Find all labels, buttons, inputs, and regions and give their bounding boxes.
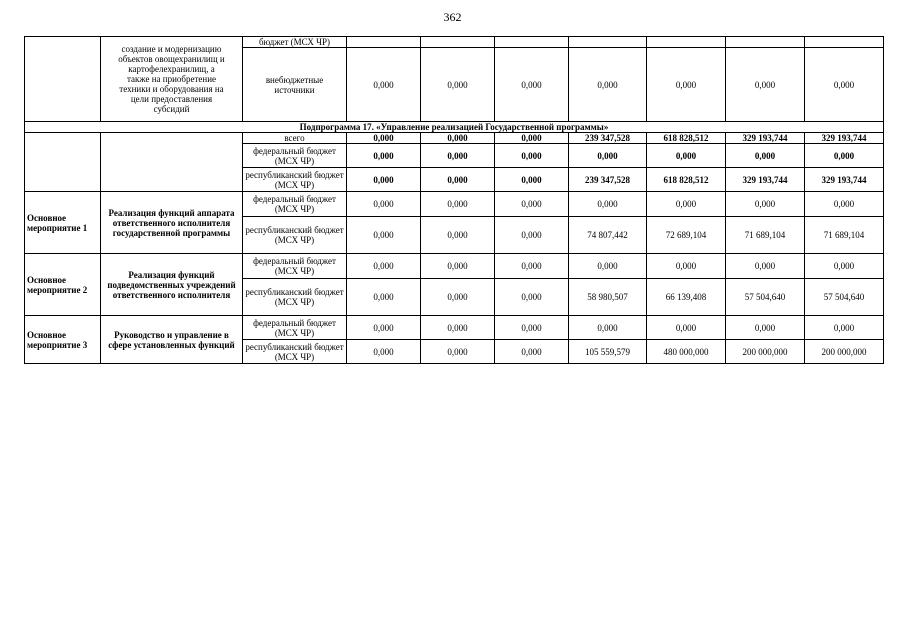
- value-cell: 0,000: [495, 316, 569, 340]
- title-line: техники и оборудования на: [119, 84, 224, 95]
- value-cell: 0,000: [726, 144, 805, 168]
- value-cell: 72 689,104: [647, 217, 726, 254]
- value-cell: 0,000: [347, 168, 421, 192]
- value-cell: 200 000,000: [805, 340, 884, 364]
- value-cell: 0,000: [347, 48, 421, 122]
- table-row: [25, 316, 884, 340]
- source-cell: республиканский бюджет (МСХ ЧР): [243, 340, 347, 364]
- page-number: 362: [443, 10, 462, 24]
- value-cell: 0,000: [347, 192, 421, 217]
- measure-name-cell: Основное мероприятие 2: [25, 254, 101, 316]
- value-cell: 0,000: [569, 254, 647, 279]
- value-cell: 0,000: [347, 133, 421, 144]
- title-line: создание и модернизацию: [121, 43, 222, 54]
- value-cell: 105 559,579: [569, 340, 647, 364]
- value-cell: 0,000: [495, 48, 569, 122]
- value-cell: 329 193,744: [726, 168, 805, 192]
- value-cell: 0,000: [347, 279, 421, 316]
- title-line: объектов овощехранилищ и: [118, 53, 225, 64]
- value-cell: [421, 37, 495, 48]
- value-cell: 0,000: [726, 254, 805, 279]
- table-row: [25, 122, 884, 133]
- value-cell: 329 193,744: [805, 168, 884, 192]
- table-row: [25, 37, 884, 48]
- value-cell: [805, 37, 884, 48]
- table-row: [25, 254, 884, 279]
- value-cell: [726, 37, 805, 48]
- value-cell: 0,000: [805, 144, 884, 168]
- value-cell: 0,000: [569, 144, 647, 168]
- measure-title-cell: Руководство и управление в сфере установленных функций: [101, 316, 243, 364]
- value-cell: 58 980,507: [569, 279, 647, 316]
- value-cell: 0,000: [805, 192, 884, 217]
- source-cell: федеральный бюджет (МСХ ЧР): [243, 192, 347, 217]
- value-cell: 0,000: [495, 340, 569, 364]
- table-row: [25, 133, 884, 144]
- value-cell: 618 828,512: [647, 168, 726, 192]
- value-cell: 0,000: [347, 316, 421, 340]
- value-cell: 0,000: [495, 133, 569, 144]
- value-cell: 0,000: [421, 48, 495, 122]
- value-cell: 0,000: [495, 192, 569, 217]
- title-line: также на приобретение: [126, 74, 217, 84]
- measure-title-cell: Реализация функций подведомственных учреждений ответственного исполнителя: [101, 254, 243, 316]
- source-cell: бюджет (МСХ ЧР): [243, 37, 347, 48]
- value-cell: 0,000: [347, 217, 421, 254]
- value-cell: 0,000: [495, 168, 569, 192]
- value-cell: 57 504,640: [805, 279, 884, 316]
- value-cell: 0,000: [347, 144, 421, 168]
- value-cell: 0,000: [569, 48, 647, 122]
- value-cell: 0,000: [347, 254, 421, 279]
- value-cell: 239 347,528: [569, 168, 647, 192]
- value-cell: 0,000: [569, 316, 647, 340]
- value-cell: 0,000: [726, 48, 805, 122]
- value-cell: 0,000: [805, 254, 884, 279]
- source-cell: всего: [243, 133, 347, 144]
- value-cell: 239 347,528: [569, 133, 647, 144]
- value-cell: 66 139,408: [647, 279, 726, 316]
- value-cell: 0,000: [421, 192, 495, 217]
- subprogram-heading: Подпрограмма 17. «Управление реализацией Государственной программы»: [25, 122, 884, 133]
- measure-name-cell: Основное мероприятие 3: [25, 316, 101, 364]
- value-cell: 0,000: [495, 144, 569, 168]
- source-cell: федеральный бюджет (МСХ ЧР): [243, 254, 347, 279]
- measure-title-cell: [101, 37, 243, 122]
- value-cell: 329 193,744: [726, 133, 805, 144]
- value-cell: 200 000,000: [726, 340, 805, 364]
- value-cell: 329 193,744: [805, 133, 884, 144]
- measure-title-cell: [101, 133, 243, 192]
- source-cell: федеральный бюджет (МСХ ЧР): [243, 144, 347, 168]
- value-cell: 0,000: [421, 340, 495, 364]
- value-cell: 0,000: [421, 144, 495, 168]
- source-cell: внебюджетные источники: [243, 48, 347, 122]
- value-cell: 71 689,104: [726, 217, 805, 254]
- value-cell: 618 828,512: [647, 133, 726, 144]
- name-cell: [25, 37, 101, 122]
- value-cell: 71 689,104: [805, 217, 884, 254]
- value-cell: 0,000: [805, 48, 884, 122]
- value-cell: 0,000: [495, 254, 569, 279]
- source-cell: федеральный бюджет (МСХ ЧР): [243, 316, 347, 340]
- value-cell: 0,000: [569, 192, 647, 217]
- value-cell: [495, 37, 569, 48]
- value-cell: 0,000: [495, 279, 569, 316]
- value-cell: 0,000: [647, 144, 726, 168]
- value-cell: 0,000: [347, 340, 421, 364]
- value-cell: 0,000: [647, 192, 726, 217]
- value-cell: 0,000: [647, 316, 726, 340]
- source-cell: республиканский бюджет (МСХ ЧР): [243, 168, 347, 192]
- table-row: [25, 192, 884, 217]
- value-cell: [569, 37, 647, 48]
- value-cell: 0,000: [726, 316, 805, 340]
- measure-name-cell: Основное мероприятие 1: [25, 192, 101, 254]
- value-cell: 480 000,000: [647, 340, 726, 364]
- source-cell: республиканский бюджет (МСХ ЧР): [243, 217, 347, 254]
- value-cell: 0,000: [805, 316, 884, 340]
- value-cell: 0,000: [495, 217, 569, 254]
- value-cell: 0,000: [421, 279, 495, 316]
- value-cell: 0,000: [726, 192, 805, 217]
- value-cell: [647, 37, 726, 48]
- value-cell: 0,000: [647, 48, 726, 122]
- value-cell: 74 807,442: [569, 217, 647, 254]
- value-cell: 0,000: [421, 316, 495, 340]
- value-cell: 0,000: [647, 254, 726, 279]
- title-line: субсидий: [153, 104, 190, 115]
- value-cell: 0,000: [421, 133, 495, 144]
- value-cell: 0,000: [421, 217, 495, 254]
- value-cell: 57 504,640: [726, 279, 805, 316]
- measure-title-cell: Реализация функций аппарата ответственного исполнителя государственной программы: [101, 192, 243, 254]
- source-cell: республиканский бюджет (МСХ ЧР): [243, 279, 347, 316]
- title-line: цели предоставления: [130, 94, 213, 105]
- value-cell: 0,000: [421, 254, 495, 279]
- title-line: картофелехранилищ, а: [128, 63, 215, 74]
- value-cell: [347, 37, 421, 48]
- value-cell: 0,000: [421, 168, 495, 192]
- budget-table: [24, 36, 884, 364]
- name-cell: [25, 133, 101, 192]
